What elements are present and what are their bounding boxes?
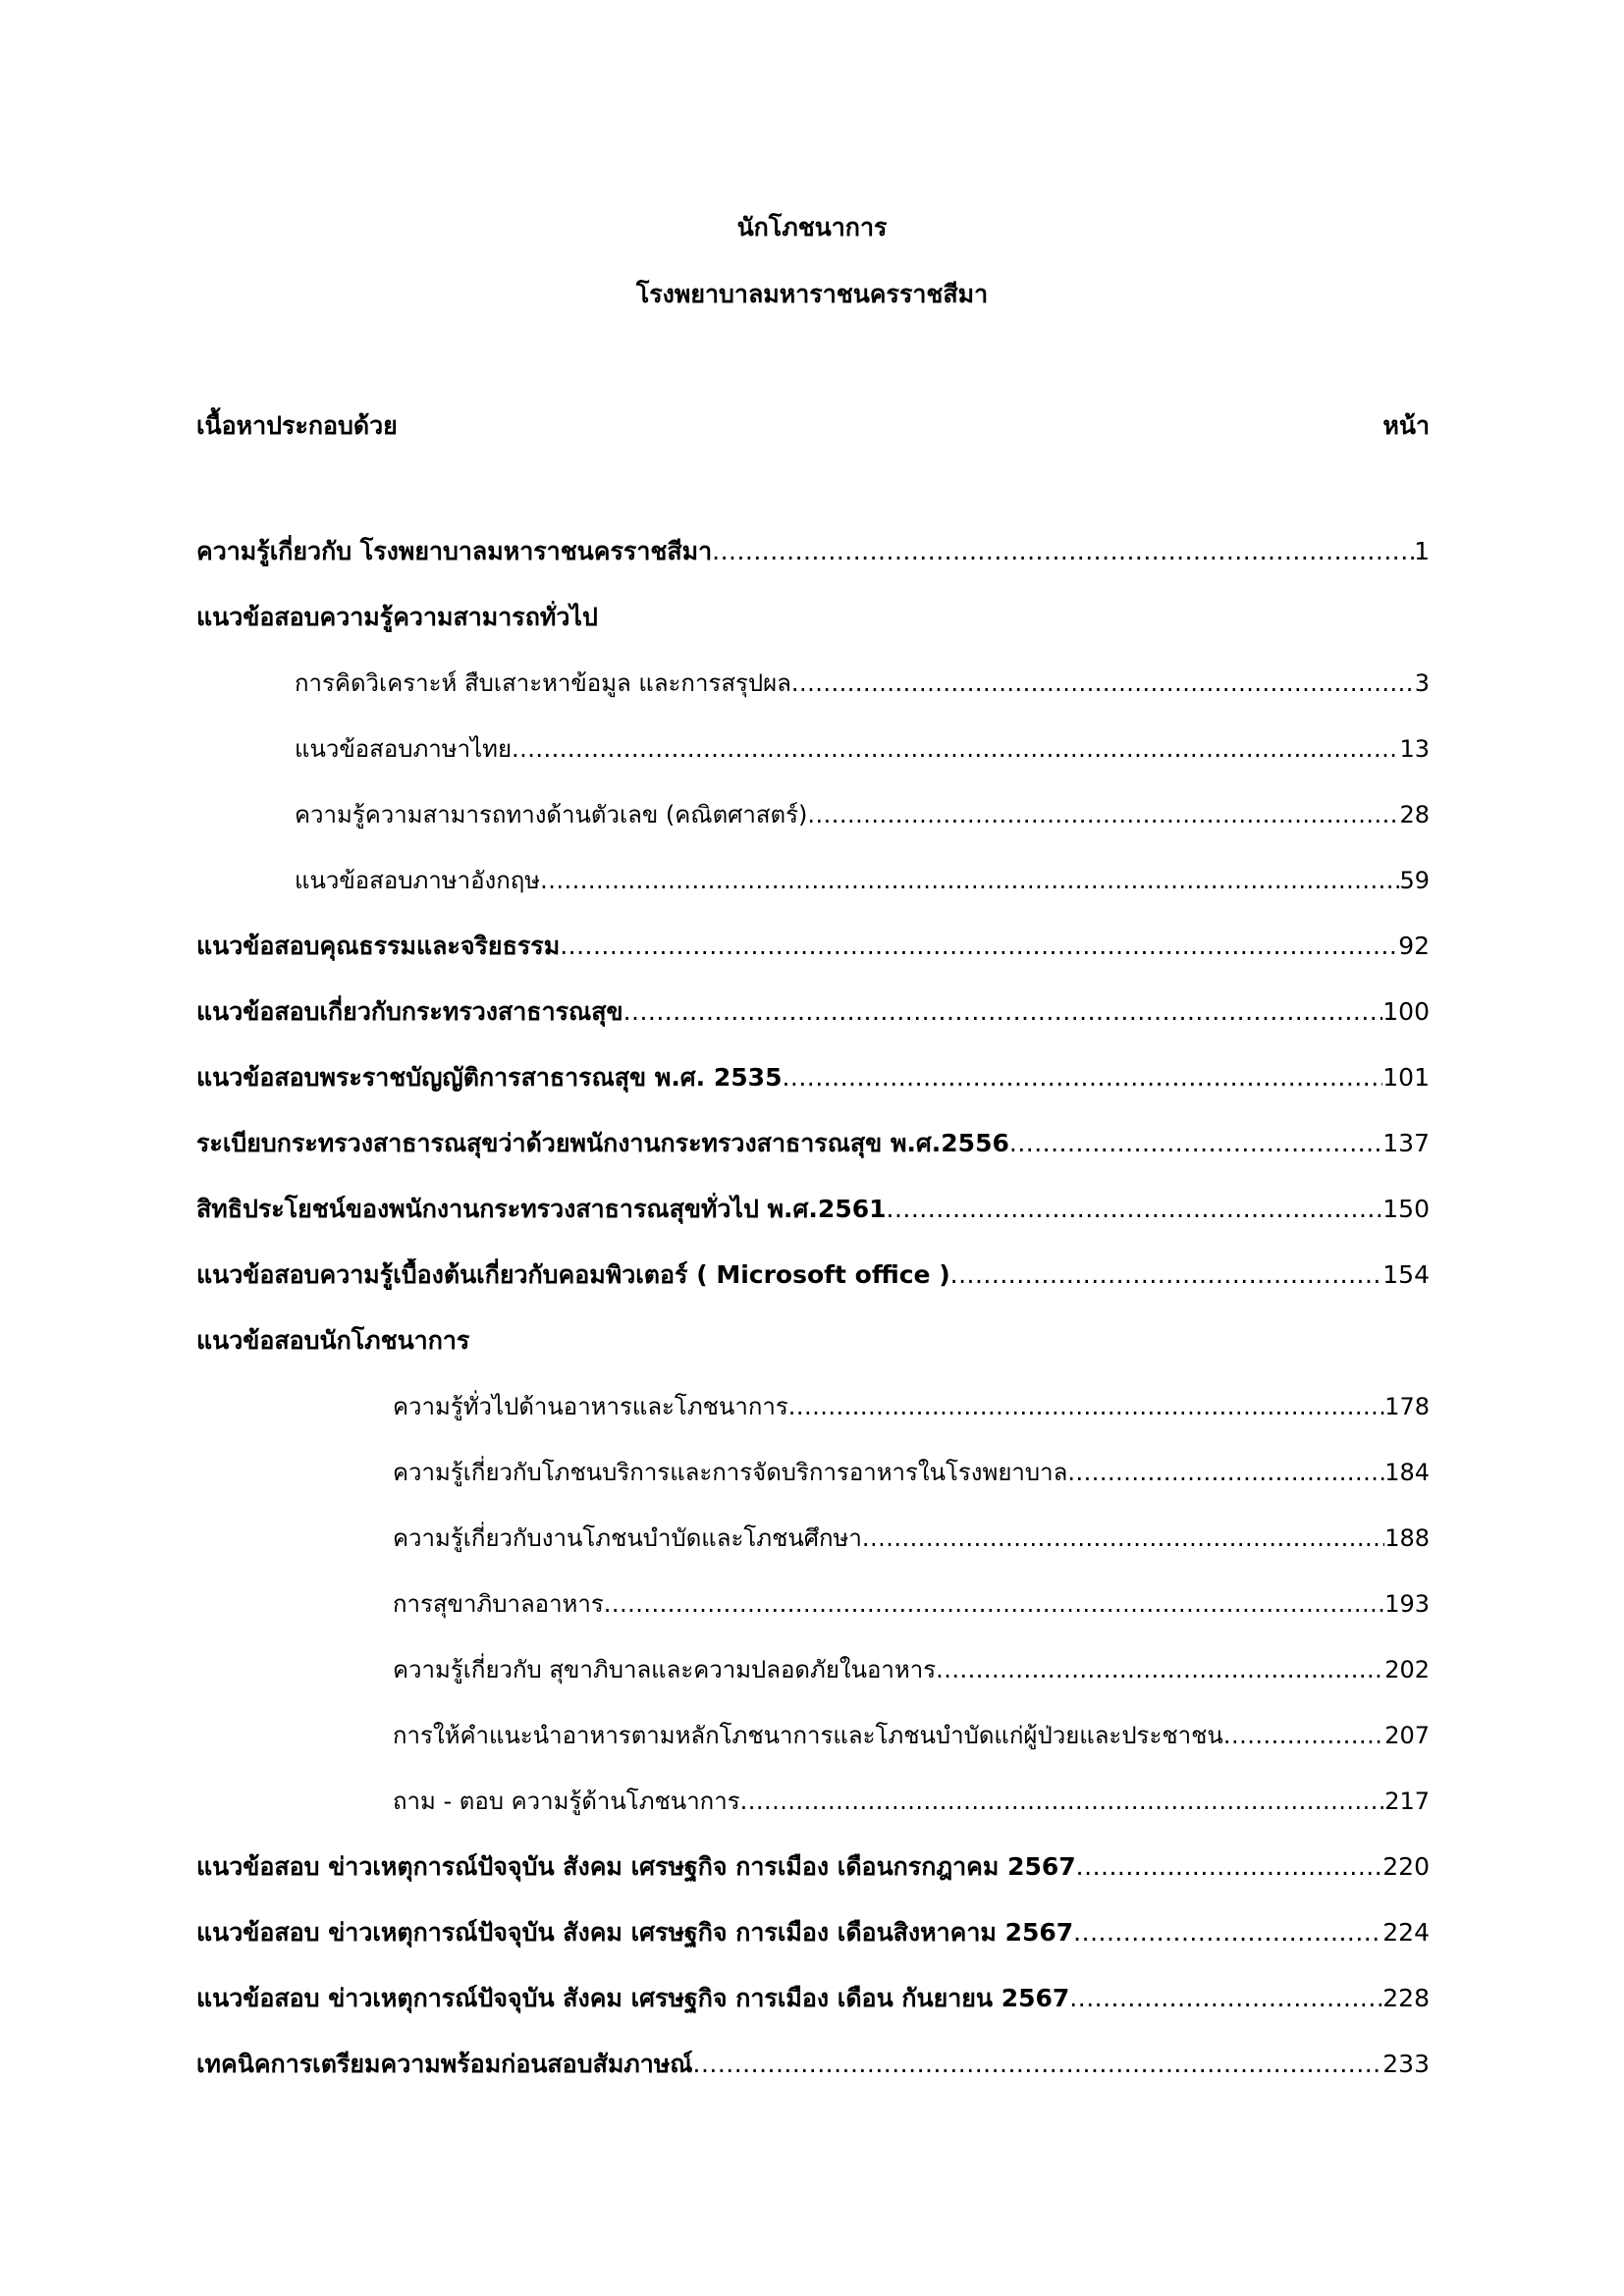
toc-entry	[196, 1456, 1430, 1522]
document-title: นักโภชนาการ	[736, 213, 888, 241]
toc-entry	[196, 1719, 1430, 1785]
toc-entry-label: ระเบียบกระทรวงสาธารณสุขว่าด้วยพนักงานกระทรวงสาธารณสุข พ.ศ.2556	[196, 1129, 1009, 1157]
toc-entry	[196, 995, 1430, 1061]
toc-dot-leader	[540, 864, 1399, 897]
toc-entry	[196, 1390, 1430, 1456]
toc-entry	[196, 930, 1430, 995]
toc-entry-page: 178	[1384, 1393, 1430, 1420]
toc-entry	[196, 1587, 1430, 1653]
document-subtitle: โรงพยาบาลมหาราชนครราชสีมา	[635, 280, 989, 308]
toc-entry-page: 28	[1399, 801, 1430, 828]
toc-dot-leader	[712, 535, 1414, 568]
toc-dot-leader	[512, 732, 1399, 766]
toc-entry	[196, 2048, 1430, 2113]
toc-entry-page: 100	[1382, 997, 1430, 1026]
toc-entry-page: 59	[1399, 867, 1430, 894]
toc-entry	[196, 1785, 1430, 1850]
toc-dot-leader	[560, 930, 1398, 963]
toc-dot-leader	[1076, 1850, 1383, 1884]
toc-entry-page: 13	[1399, 735, 1430, 763]
contents-label: เนื้อหาประกอบด้วย	[196, 411, 398, 440]
toc-dot-leader	[1223, 1719, 1384, 1752]
toc-dot-leader	[862, 1522, 1384, 1555]
toc-entry-page: 233	[1382, 2050, 1430, 2078]
toc-entry-page: 193	[1384, 1590, 1430, 1618]
toc-entry-label: แนวข้อสอบ ข่าวเหตุการณ์ปัจจุบัน สังคม เศรษฐกิจ การเมือง เดือนสิงหาคาม 2567	[196, 1918, 1074, 1947]
toc-entry-label: ความรู้เกี่ยวกับโภชนบริการและการจัดบริการอาหารในโรงพยาบาล	[393, 1459, 1068, 1486]
toc-entry-label: ถาม - ตอบ ความรู้ด้านโภชนาการ	[393, 1788, 740, 1815]
toc-dot-leader	[807, 798, 1399, 831]
toc-entry-page: 220	[1382, 1852, 1430, 1881]
toc-entry-page: 150	[1382, 1195, 1430, 1223]
toc-entry	[196, 1982, 1430, 2048]
toc-entry-label: ความรู้เกี่ยวกับงานโภชนบำบัดและโภชนศึกษา	[393, 1524, 862, 1552]
toc-entry-label: การคิดวิเคราะห์ สืบเสาะหาข้อมูล และการสรุปผล	[295, 669, 791, 697]
toc-entry-page: 224	[1382, 1918, 1430, 1947]
toc-entry-label: แนวข้อสอบเกี่ยวกับกระทรวงสาธารณสุข	[196, 997, 623, 1026]
toc-entry-label: แนวข้อสอบนักโภชนาการ	[196, 1326, 470, 1355]
toc-entry-label: การสุขาภิบาลอาหาร	[393, 1590, 604, 1618]
toc-entry-label: แนวข้อสอบ ข่าวเหตุการณ์ปัจจุบัน สังคม เศรษฐกิจ การเมือง เดือนกรกฎาคม 2567	[196, 1852, 1076, 1881]
toc-entry-page: 228	[1382, 1984, 1430, 2012]
toc-entry-label: ความรู้ความสามารถทางด้านตัวเลข (คณิตศาสตร์)	[295, 801, 808, 828]
toc-entry-page: 188	[1384, 1524, 1430, 1552]
toc-entry-label: แนวข้อสอบความรู้เบื้องต้นเกี่ยวกับคอมพิวเตอร์ ( Microsoft office )	[196, 1260, 950, 1289]
toc-dot-leader	[950, 1258, 1383, 1292]
toc-entry-page: 202	[1384, 1656, 1430, 1683]
toc-dot-leader	[788, 1390, 1384, 1423]
page-column-label: หน้า	[1382, 411, 1430, 440]
toc-entry	[196, 1258, 1430, 1324]
toc-dot-leader	[936, 1653, 1384, 1686]
toc-entry	[196, 1324, 1430, 1390]
toc-entry-label: แนวข้อสอบภาษาไทย	[295, 735, 513, 763]
toc-entry	[196, 1061, 1430, 1127]
toc-entry	[196, 667, 1430, 732]
toc-entry	[196, 1193, 1430, 1258]
toc-dot-leader	[693, 2048, 1383, 2081]
toc-entry-label: แนวข้อสอบพระราชบัญญัติการสาธารณสุข พ.ศ. 2535	[196, 1063, 783, 1092]
toc-entry	[196, 601, 1430, 667]
toc-dot-leader	[623, 995, 1383, 1029]
toc-entry-page: 154	[1382, 1260, 1430, 1289]
toc-entry-label: แนวข้อสอบ ข่าวเหตุการณ์ปัจจุบัน สังคม เศรษฐกิจ การเมือง เดือน กันยายน 2567	[196, 1984, 1070, 2012]
toc-entry-label: ความรู้เกี่ยวกับ สุขาภิบาลและความปลอดภัยในอาหาร	[393, 1656, 937, 1683]
toc-dot-leader	[791, 667, 1415, 700]
toc-entry-label: การให้คำแนะนำอาหารตามหลักโภชนาการและโภชนบำบัดแก่ผู้ป่วยและประชาชน	[393, 1722, 1223, 1749]
toc-dot-leader	[1069, 1982, 1382, 2015]
toc-entry-label: แนวข้อสอบภาษาอังกฤษ	[295, 867, 541, 894]
toc-dot-leader	[740, 1785, 1385, 1818]
toc-entry-page: 217	[1384, 1788, 1430, 1815]
toc-entry	[196, 864, 1430, 930]
toc-dot-leader	[782, 1061, 1382, 1095]
toc-entry-label: ความรู้ทั่วไปด้านอาหารและโภชนาการ	[393, 1393, 788, 1420]
toc-dot-leader	[1073, 1916, 1382, 1949]
toc-dot-leader	[1009, 1127, 1382, 1160]
toc-entry	[196, 535, 1430, 601]
toc-entry	[196, 798, 1430, 864]
toc-entry	[196, 732, 1430, 798]
toc-entry-label: เทคนิคการเตรียมความพร้อมก่อนสอบสัมภาษณ์	[196, 2050, 693, 2078]
toc-entry	[196, 1850, 1430, 1916]
toc-entry	[196, 1127, 1430, 1193]
toc-entry-label: แนวข้อสอบคุณธรรมและจริยธรรม	[196, 932, 561, 960]
toc-dot-leader	[1067, 1456, 1384, 1489]
toc-entry	[196, 1916, 1430, 1982]
toc-entry-page: 207	[1384, 1722, 1430, 1749]
toc-entry-page: 184	[1384, 1459, 1430, 1486]
toc-entry-label: แนวข้อสอบความรู้ความสามารถทั่วไป	[196, 603, 598, 631]
toc-entry	[196, 1653, 1430, 1719]
toc-header	[196, 406, 1430, 446]
toc-entry-page: 3	[1414, 669, 1430, 697]
toc-dot-leader	[604, 1587, 1384, 1621]
toc-entry-page: 1	[1414, 537, 1430, 565]
toc-dot-leader	[887, 1193, 1383, 1226]
toc-entry-page: 137	[1382, 1129, 1430, 1157]
toc-entry-page: 101	[1382, 1063, 1430, 1092]
table-of-contents	[196, 535, 1430, 2113]
toc-entry-label: สิทธิประโยชน์ของพนักงานกระทรวงสาธารณสุขทั่วไป พ.ศ.2561	[196, 1195, 887, 1223]
toc-entry-page: 92	[1398, 932, 1430, 960]
toc-entry-label: ความรู้เกี่ยวกับ โรงพยาบาลมหาราชนครราชสีมา	[196, 537, 713, 565]
toc-entry	[196, 1522, 1430, 1587]
